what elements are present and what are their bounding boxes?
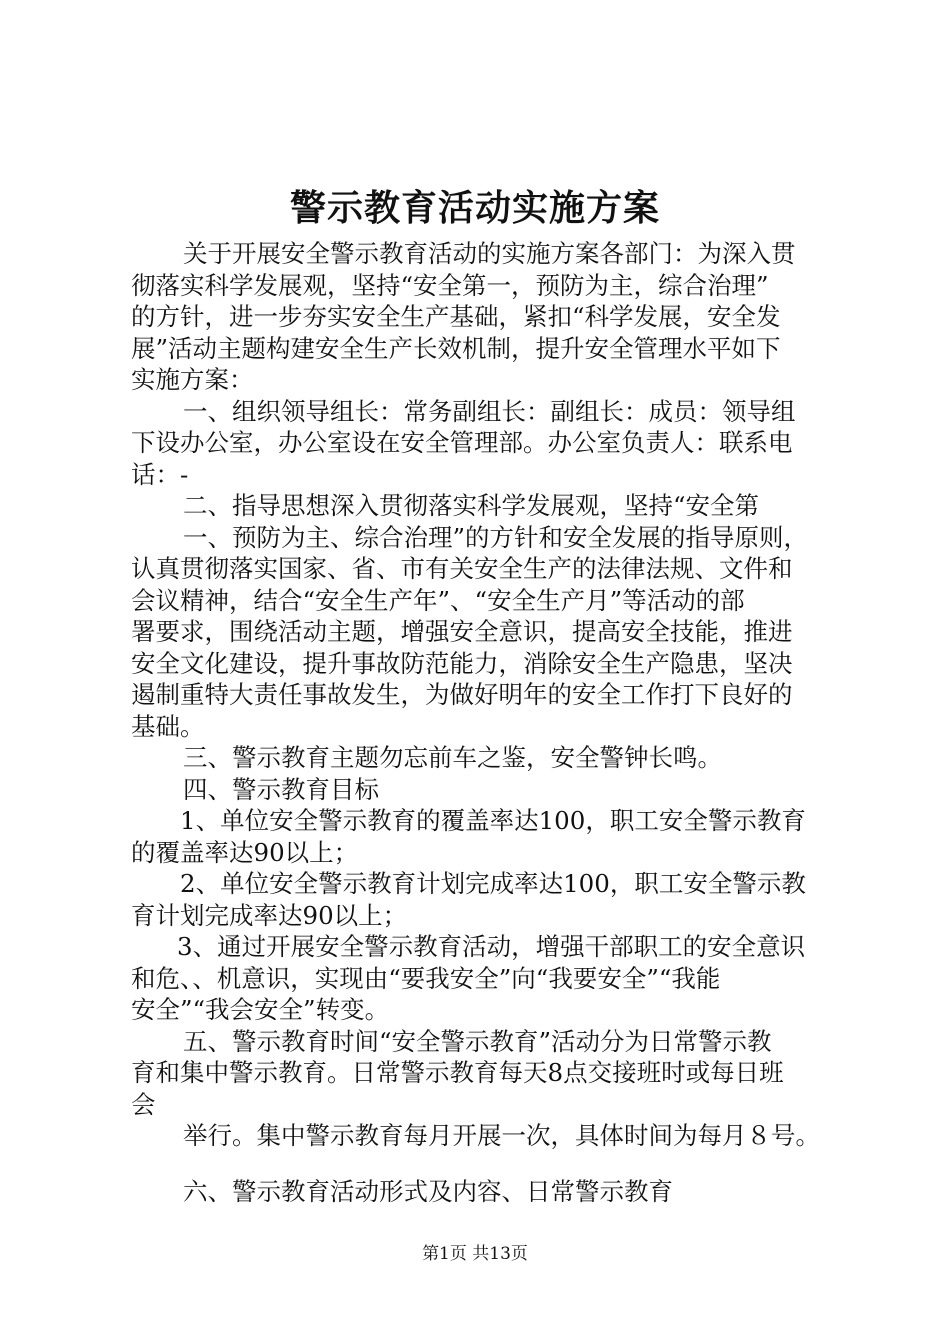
paragraph-line: 实施方案： <box>131 365 254 394</box>
paragraph-line: 会议精神，结合“安全生产年”、“安全生产月”等活动的部 <box>131 585 745 615</box>
paragraph-line: 育计划完成率达90以上； <box>131 900 408 930</box>
paragraph-line: 3、通过开展安全警示教育活动，增强干部职工的安全意识 <box>177 932 806 961</box>
document-body <box>131 238 831 1207</box>
paragraph-line: 关于开展安全警示教育活动的实施方案各部门：为深入贯 <box>183 239 796 268</box>
paragraph-line: 的覆盖率达90以上； <box>131 837 359 867</box>
paragraph-line: 安全”“我会安全”转变。 <box>131 995 390 1024</box>
paragraph-line: 2、单位安全警示教育计划完成率达100，职工安全警示教 <box>180 869 806 898</box>
paragraph-line: 展”活动主题构建安全生产长效机制，提升安全管理水平如下 <box>131 333 781 363</box>
paragraph-line: 五、警示教育时间“安全警示教育”活动分为日常警示教 <box>183 1026 772 1056</box>
paragraph-line: 四、警示教育目标 <box>183 774 379 804</box>
document-title: 警示教育活动实施方案 <box>289 187 660 229</box>
paragraph-line: 一、预防为主、综合治理”的方针和安全发展的指导原则， <box>183 522 809 552</box>
paragraph-line: 安全文化建设，提升事故防范能力，消除安全生产隐患，坚决 <box>131 648 793 678</box>
paragraph-line: 1、单位安全警示教育的覆盖率达100，职工安全警示教育 <box>180 806 806 835</box>
paragraph-line: 遏制重特大责任事故发生，为做好明年的安全工作打下良好的 <box>131 680 793 709</box>
paragraph-line: 认真贯彻落实国家、省、市有关安全生产的法律法规、文件和 <box>131 554 793 583</box>
page-number-footer: 第1页 共13页 <box>422 1244 528 1264</box>
paragraph-line: 的方针，进一步夯实安全生产基础，紧扣“科学发展，安全发 <box>131 302 781 331</box>
paragraph-line: 三、警示教育主题勿忘前车之鉴，安全警钟长鸣。 <box>183 743 722 772</box>
paragraph-line: 署要求，围绕活动主题，增强安全意识，提高安全技能，推进 <box>131 617 793 646</box>
paragraph-line: 六、警示教育活动形式及内容、日常警示教育 <box>183 1176 673 1206</box>
paragraph-line: 下设办公室，办公室设在安全管理部。办公室负责人：联系电 <box>131 428 793 457</box>
paragraph-line: 基础。 <box>131 711 205 741</box>
paragraph-line: 和危、、机意识，实现由“要我安全”向“我要安全”“我能 <box>131 963 721 993</box>
paragraph-line: 彻落实科学发展观，坚持“安全第一，预防为主，综合治理” <box>131 270 769 300</box>
paragraph-line: 话：- <box>131 459 189 489</box>
paragraph-line: 二、指导思想深入贯彻落实科学发展观，坚持“安全第 <box>183 491 760 520</box>
paragraph-line: 举行。集中警示教育每月开展一次，具体时间为每月８号。 <box>183 1121 820 1150</box>
paragraph-line: 一、组织领导组长：常务副组长：副组长：成员：领导组 <box>183 396 796 426</box>
paragraph-line: 会 <box>131 1089 156 1119</box>
paragraph-line: 育和集中警示教育。日常警示教育每天8点交接班时或每日班 <box>131 1058 784 1087</box>
